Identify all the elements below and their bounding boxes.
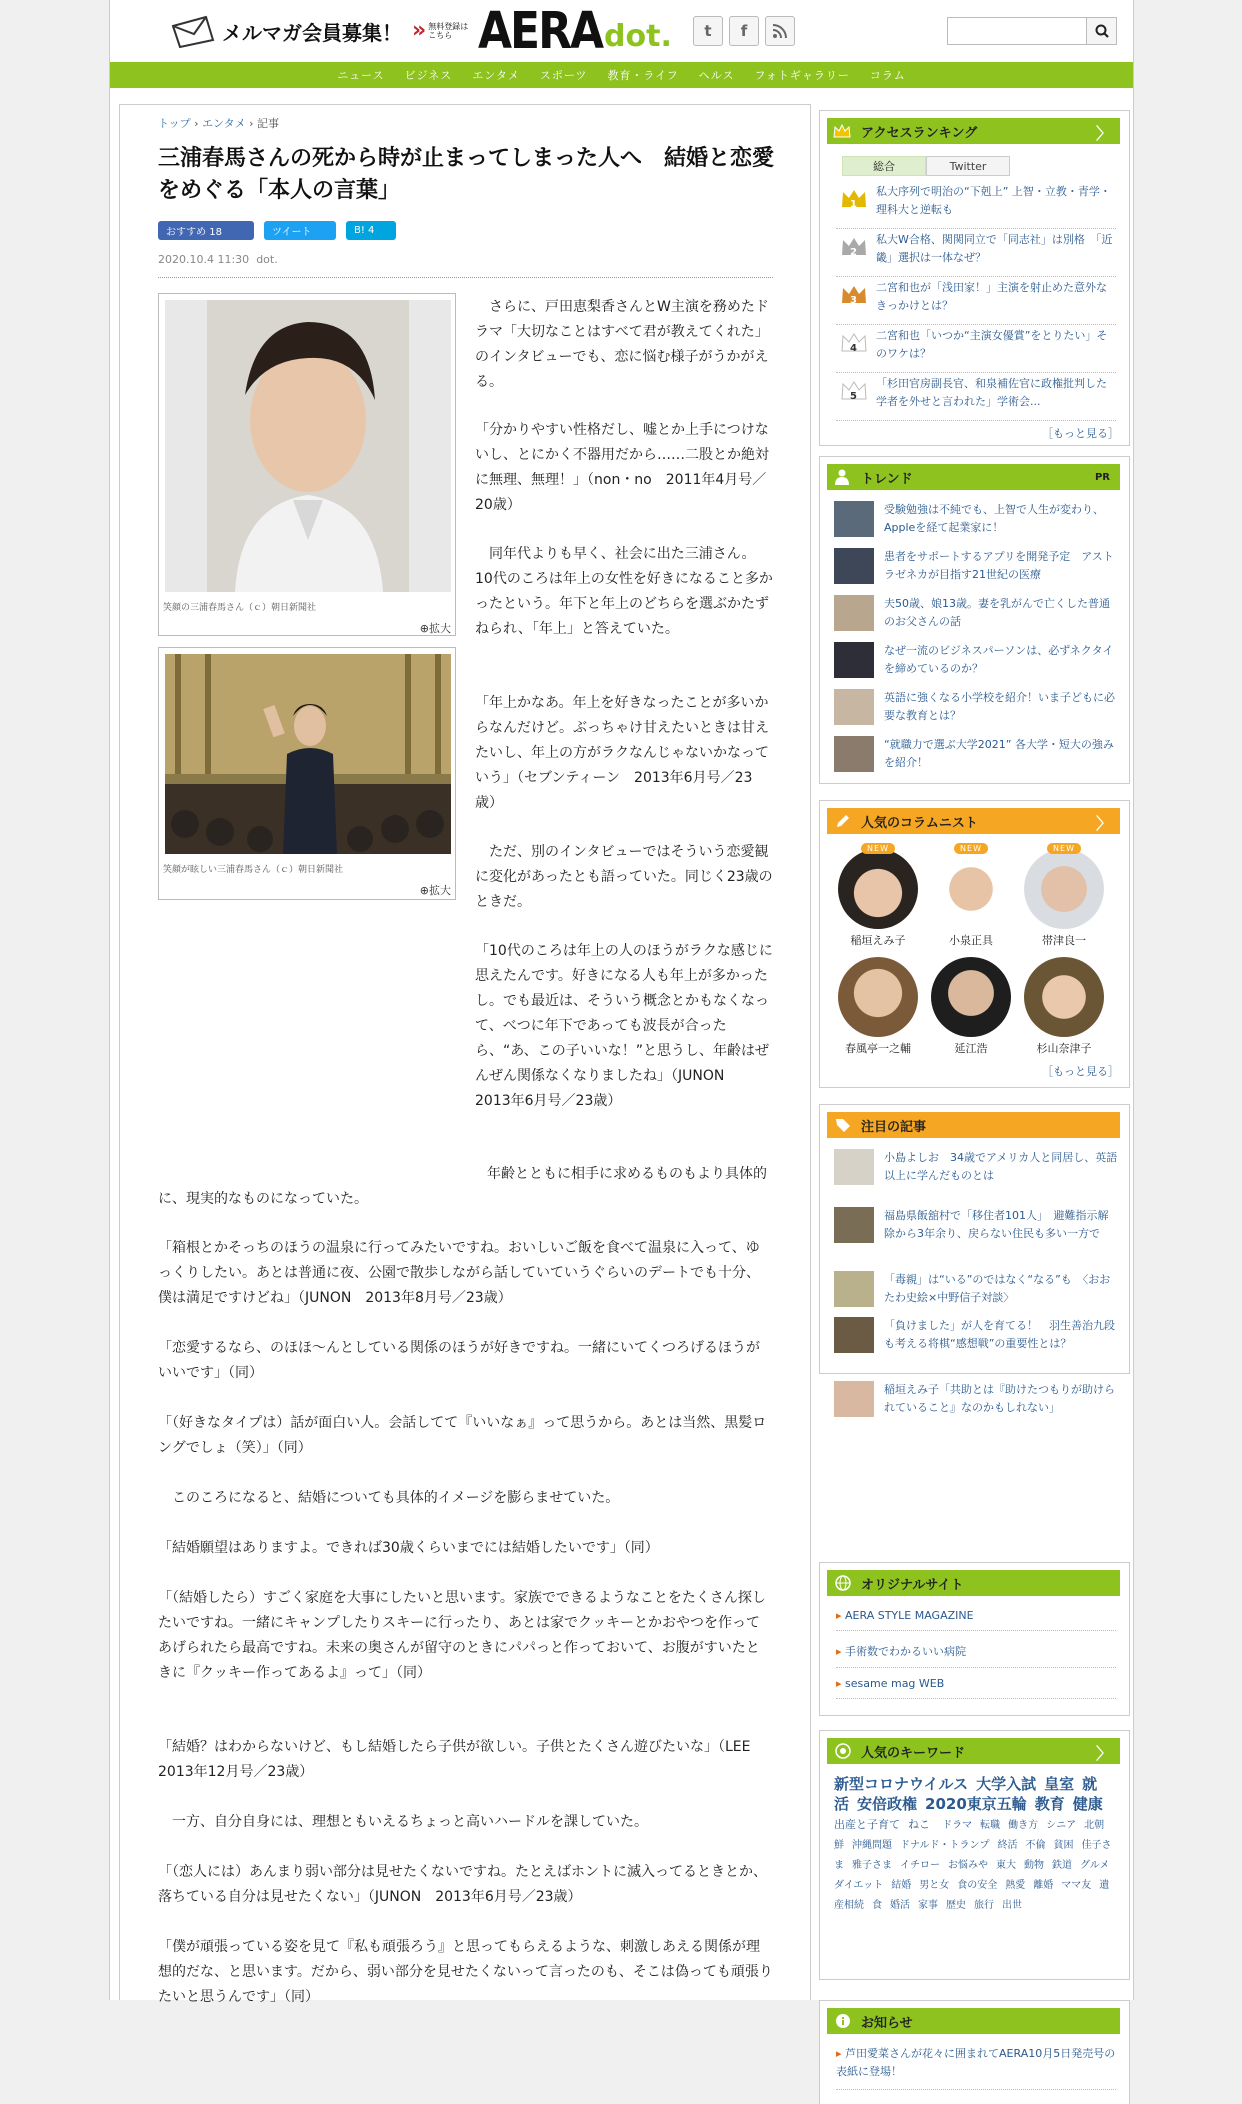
keyword-link[interactable]: 働き方 — [1008, 1820, 1039, 1831]
article-paragraph: 「（結婚したら）すごく家庭を大事にしたいと思います。家族でできるようなことをたくさん探したいですね。一緒にキャンプしたりスキーに行ったり、あとは家でクッキーとかおやつを作ってあげられたら最高ですね。未来の奥さんが留守のときにパパっと作っておいて、お腹がすいたときに『クッキー作ってあるよ』って」（同） — [158, 1590, 766, 1681]
columnists-header[interactable]: 人気のコラムニスト 〉 — [827, 808, 1120, 834]
article-paragraph: 同年代よりも早く、社会に出た三浦さん。10代のころは年上の女性を好きになること多かったという。年下と年上のどちらを選ぶかたずねられ、「年上」と答えていた。 — [475, 546, 773, 637]
keyword-link[interactable]: 歴史 — [946, 1900, 966, 1911]
article-paragraph: 一方、自分自身には、理想ともいえるちょっと高いハードルを課していた。 — [158, 1814, 648, 1830]
pencil-icon — [835, 813, 851, 829]
nav-column[interactable]: コラム — [869, 69, 906, 82]
article-photo-1[interactable] — [158, 293, 456, 636]
article-container — [119, 104, 811, 2005]
original-site-link[interactable]: ▸ AERA STYLE MAGAZINE — [836, 1609, 1116, 1631]
twitter-icon[interactable]: t — [693, 16, 723, 46]
magnify-icon: ⊕ — [419, 884, 429, 897]
double-chevron-icon: » — [412, 18, 427, 43]
global-nav — [110, 62, 1133, 88]
keyword-link[interactable]: 熱愛 — [1005, 1880, 1026, 1891]
register-label: 無料登録は こちら — [428, 21, 469, 40]
article-date: 2020.10.4 11:30 dot. — [158, 253, 278, 266]
stage-image — [165, 654, 451, 854]
magnify-icon: ⊕ — [419, 622, 429, 635]
keyword-link[interactable]: 出産と子育て — [834, 1818, 900, 1831]
keyword-link[interactable]: 教育 — [1034, 1795, 1065, 1813]
keyword-link[interactable]: 結婚 — [891, 1880, 912, 1891]
keyword-link[interactable]: 転職 — [980, 1820, 1001, 1831]
logo-aera: AERA — [478, 2, 603, 61]
photo-caption: 笑顔の三浦春馬さん（ｃ）朝日新聞社 — [163, 603, 317, 613]
article-paragraph: 「箱根とかそっちのほうの温泉に行ってみたいですね。おいしいご飯を食べて温泉に入って、ゆっくりしたい。あとは普通に夜、公園で散歩しながら話していていうぐらいのデートでも十分、僕は満足ですけどね」（JUNON 2013年8月号／23歳） — [158, 1240, 760, 1306]
keyword-link[interactable]: ドラマ — [942, 1820, 973, 1831]
article-paragraph: ただ、別のインタビューではそういう恋愛観に変化があったとも語っていた。同じく23歳のときだ。 — [475, 844, 773, 910]
article-paragraph: 「10代のころは年上の人のほうがラクな感じに思えたんです。好きになる人も年上が多かったし。でも最近は、そういう概念とかもなくなって、べつに年下であっても波長が合ったら、“あ、この子いいな！”と思うし、年齢はぜんぜん関係なくなりましたね」（JUNON 2013年6月号／23歳） — [475, 943, 773, 1109]
nav-photo-gallery[interactable]: フォトギャラリー — [754, 69, 850, 82]
zoom-button[interactable]: ⊕拡大 — [419, 884, 451, 897]
ranking-item[interactable]: 1 私大序列で明治の“下剋上” 上智・立教・青学・理科大と逆転も — [836, 181, 1116, 229]
nav-sports[interactable]: スポーツ — [539, 69, 588, 82]
keyword-link[interactable]: 東大 — [996, 1860, 1016, 1871]
keyword-link[interactable]: 食の安全 — [957, 1880, 998, 1891]
original-sites-box — [819, 1562, 1130, 1716]
source-link[interactable]: dot. — [256, 253, 278, 266]
article-paragraph: このころになると、結婚についても具体的イメージを膨らませていた。 — [158, 1490, 620, 1506]
pr-label: PR — [1094, 471, 1110, 483]
keyword-link[interactable]: 遺産相続 — [834, 1880, 1110, 1911]
site-search — [947, 17, 1117, 45]
mailmag-banner[interactable] — [170, 14, 468, 48]
article-paragraph: 「僕が頑張っている姿を見て『私も頑張ろう』と思ってもらえるような、刺激しあえる関係が理想的だな、と思います。だから、弱い部分を見せたくないって言ったのも、そこは偽っても頑張りたいと思うんです」（同） — [158, 1939, 773, 2005]
original-sites-header: オリジナルサイト — [827, 1570, 1120, 1596]
social-links — [693, 16, 795, 46]
hatena-bookmark-button[interactable]: B! 4 — [346, 221, 396, 240]
keyword-link[interactable]: 出世 — [1002, 1900, 1022, 1911]
keyword-link[interactable]: 食 — [872, 1900, 882, 1911]
search-input[interactable] — [947, 17, 1087, 45]
keywords-box — [819, 1730, 1130, 1980]
keyword-link[interactable]: 雅子さま — [852, 1860, 892, 1871]
article-paragraph: 「（好きなタイプは）話が面白い人。会話してて『いいなぁ』って思うから。あとは当然、黒髪ロングでしょ（笑）」（同） — [158, 1415, 767, 1456]
columnists-more-link[interactable]: ［もっと見る］ — [1042, 1065, 1119, 1078]
article-paragraph: 「恋愛するなら、のほほ～んとしている関係のほうが好きですね。一緒にいてくつろげるほうがいいです」（同） — [158, 1340, 760, 1381]
breadcrumb: トップ › エンタメ › 記事 — [158, 117, 280, 130]
tag-icon — [835, 1117, 851, 1133]
share-buttons — [158, 221, 396, 240]
site-logo[interactable] — [478, 2, 672, 61]
article-paragraph: さらに、戸田恵梨香さんとW主演を務めたドラマ「大切なことはすべて君が教えてくれた」のインタビューでも、恋に悩む様子がうかがえる。 — [475, 299, 769, 390]
nav-news[interactable]: ニュース — [337, 69, 385, 82]
keyword-link[interactable]: ねこ — [908, 1818, 930, 1831]
article-paragraph: 「年上かなあ。年上を好きなったことが多いからなんだけど。ぶっちゃけ甘えたいときは甘えたいし、年上の方がラクなんじゃないかなっていう」（セブンティーン 2013年6月号／23歳） — [475, 695, 769, 811]
facebook-icon[interactable]: f — [729, 16, 759, 46]
chevron-right-icon: 〉 — [1095, 814, 1112, 833]
columnists-box — [819, 800, 1130, 1088]
keyword-link[interactable]: シニア — [1046, 1820, 1077, 1831]
article-photo-2[interactable] — [158, 647, 456, 900]
keyword-link[interactable]: 安倍政権 — [857, 1795, 918, 1813]
columnist[interactable]: 春風亭一之輔 — [835, 957, 921, 1056]
keyword-link[interactable]: 不倫 — [1025, 1840, 1046, 1851]
original-site-link[interactable]: ▸ sesame mag WEB — [836, 1677, 1116, 1699]
divider — [158, 277, 773, 278]
access-ranking — [819, 110, 1130, 446]
keyword-cloud — [834, 1775, 1119, 1915]
featured-box: 注目の記事 小島よしお 34歳でアメリカ人と同居し、英語以上に学んだものとは 福島県飯舘村で「移住者101人」 避難指示解除から3年余り、戻らない住民も多い一方で 「毒親」は“いる”のではなく“なる”も 〈おおたわ史絵×中野信子対談〉 「負けました」が人を育てる！ 羽生善治九段も考える将棋“感想戦”の重要性とは？ 稲垣えみ子「共助とは『助けたつもりが助けられていること』なのかもしれない」 — [819, 1104, 1130, 1374]
keyword-link[interactable]: 家事 — [918, 1900, 938, 1911]
nav-health[interactable]: ヘルス — [698, 69, 735, 82]
keyword-link[interactable]: 婚活 — [890, 1900, 910, 1911]
article-paragraph: 「結婚？はわからないけど、もし結婚したら子供が欲しい。子供とたくさん遊びたいな」（LEE 2013年12月号／23歳） — [158, 1739, 765, 1780]
mailmag-label: メルマガ会員募集！ — [222, 20, 402, 45]
facebook-share-button[interactable]: おすすめ 18 — [158, 221, 254, 240]
keyword-link[interactable]: 終活 — [997, 1840, 1018, 1851]
notice-link[interactable]: ▸ 芦田愛菜さんが花々に囲まれてAERA10月5日発売号の表紙に登場！ — [836, 2045, 1116, 2090]
keyword-link[interactable]: 大学入試 — [976, 1775, 1037, 1793]
keyword-link[interactable]: 2020東京五輪 — [925, 1795, 1027, 1813]
columnist[interactable]: NEW 稲垣えみ子 — [835, 849, 921, 948]
chevron-right-icon: 〉 — [1095, 1744, 1112, 1763]
keyword-link[interactable]: 離婚 — [1033, 1880, 1054, 1891]
ranking-more-link[interactable]: ［もっと見る］ — [1042, 427, 1119, 440]
zoom-button[interactable]: ⊕拡大 — [419, 622, 451, 635]
keyword-link[interactable]: 皇室 — [1044, 1775, 1075, 1793]
columnist[interactable]: NEW 帯津良一 — [1021, 849, 1107, 948]
page-frame — [109, 0, 1134, 2078]
envelope-icon — [170, 14, 216, 48]
keyword-link[interactable]: 佳子さま — [834, 1840, 1112, 1871]
columnist[interactable]: 延江浩 — [928, 957, 1014, 1056]
keyword-link[interactable]: 動物 — [1024, 1860, 1044, 1871]
site-header — [110, 0, 1133, 62]
keyword-link[interactable]: 旅行 — [974, 1900, 994, 1911]
trend-header: トレンド PR — [827, 464, 1120, 490]
search-button[interactable] — [1087, 17, 1117, 45]
keyword-link[interactable]: 新型コロナウイルス — [834, 1775, 969, 1793]
keyword-link[interactable]: イチロー — [900, 1860, 940, 1871]
original-site-link[interactable]: ▸ 手術数でわかるいい病院 — [836, 1643, 1116, 1668]
breadcrumb-top[interactable]: トップ — [158, 117, 191, 130]
ranking-item[interactable]: 4 二宮和也「いつか“主演女優賞”をとりたい」そのワケは？ — [836, 325, 1116, 373]
tweet-button[interactable]: ツイート — [264, 221, 336, 240]
crown-icon — [833, 123, 851, 139]
keyword-link[interactable]: 貧困 — [1053, 1840, 1074, 1851]
ranking-item[interactable]: 2 私大W合格、関関同立で「同志社」は別格 「近畿」選択は一体なぜ？ — [836, 229, 1116, 277]
article-title: 三浦春馬さんの死から時が止まってしまった人へ 結婚と恋愛をめぐる「本人の言葉」 — [158, 146, 775, 203]
article-paragraph: 「結婚願望はありますよ。できれば30歳くらいまでには結婚したいです」（同） — [158, 1540, 659, 1556]
ranking-header[interactable]: アクセスランキング 〉 — [827, 118, 1120, 144]
tab-twitter[interactable]: Twitter — [926, 156, 1010, 176]
person-icon — [835, 469, 849, 485]
article-paragraph: 「（恋人には）あんまり弱い部分は見せたくないですね。たとえばホントに滅入ってるときとか、落ちている自分は見せたくない」（JUNON 2013年6月号／23歳） — [158, 1864, 767, 1905]
breadcrumb-section[interactable]: エンタメ — [202, 117, 246, 130]
info-icon — [835, 2013, 851, 2029]
notice-header: お知らせ — [827, 2008, 1120, 2034]
photo-caption: 笑顔が眩しい三浦春馬さん（ｃ）朝日新聞社 — [163, 865, 344, 875]
portrait-image — [165, 300, 451, 592]
keyword-link[interactable]: グルメ — [1080, 1860, 1110, 1871]
keywords-header[interactable]: 人気のキーワード 〉 — [827, 1738, 1120, 1764]
ranking-item[interactable]: 3 二宮和也が「浅田家！」主演を射止めた意外なきっかけとは？ — [836, 277, 1116, 325]
article-paragraph: 「分かりやすい性格だし、嘘とか上手につけないし、とにかく不器用だから……二股とか絶対に無理、無理！」（non・no 2011年4月号／20歳） — [475, 422, 769, 513]
notice-box — [819, 2000, 1130, 2104]
trend-box: トレンド PR 受験勉強は不純でも、上智で人生が変わり、Appleを経て起業家に！ 患者をサポートするアプリを開発予定 アストラゼネカが目指す21世紀の医療 夫50歳、娘13歳。妻を乳がんで亡くした普通のお父さんの話 なぜ一流のビジネスパーソンは、必ずネクタイを締めているのか？ 英語に強くなる小学校を紹介！いま子どもに必要な教育とは？ “就職力で選ぶ大学2021” 各大学・短大の強みを紹介！ — [819, 456, 1130, 784]
keyword-link[interactable]: 鉄道 — [1052, 1860, 1072, 1871]
target-icon — [835, 1743, 851, 1759]
globe-icon — [835, 1575, 851, 1591]
logo-dot: dot. — [604, 19, 672, 54]
columnist[interactable]: NEW 小泉正具 — [928, 849, 1014, 948]
keyword-link[interactable]: ダイエット — [834, 1880, 884, 1891]
featured-header: 注目の記事 — [827, 1112, 1120, 1138]
keyword-link[interactable]: 沖縄問題 — [852, 1840, 892, 1851]
breadcrumb-current: 記事 — [257, 117, 280, 130]
chevron-right-icon: 〉 — [1095, 124, 1112, 143]
ranking-tabs — [842, 156, 1010, 176]
keyword-link[interactable]: 北朝鮮 — [834, 1820, 1105, 1851]
keyword-link[interactable]: 健康 — [1072, 1795, 1103, 1813]
register-link[interactable] — [412, 20, 468, 42]
search-icon — [1095, 24, 1109, 38]
keyword-link[interactable]: ママ友 — [1061, 1880, 1092, 1891]
sidebar — [819, 104, 1130, 2078]
ranking-item[interactable]: 5 「杉田官房副長官、和泉補佐官に政権批判した学者を外せと言われた」学術会... — [836, 373, 1116, 421]
columnist[interactable]: 杉山奈津子 — [1021, 957, 1107, 1056]
nav-business[interactable]: ビジネス — [404, 69, 453, 82]
keyword-link[interactable]: ドナルド・トランプ — [900, 1840, 990, 1851]
keyword-link[interactable]: 男と女 — [919, 1880, 950, 1891]
article-paragraph: 年齢とともに相手に求めるものもより具体的に、現実的なものになっていた。 — [158, 1166, 767, 1207]
keyword-link[interactable]: お悩みや — [948, 1860, 988, 1871]
nav-entertainment[interactable]: エンタメ — [472, 69, 520, 82]
nav-education-life[interactable]: 教育・ライフ — [607, 69, 679, 82]
tab-all[interactable]: 総合 — [842, 156, 926, 176]
keyword-link[interactable]: 就活 — [834, 1775, 1098, 1813]
rss-icon[interactable] — [765, 16, 795, 46]
